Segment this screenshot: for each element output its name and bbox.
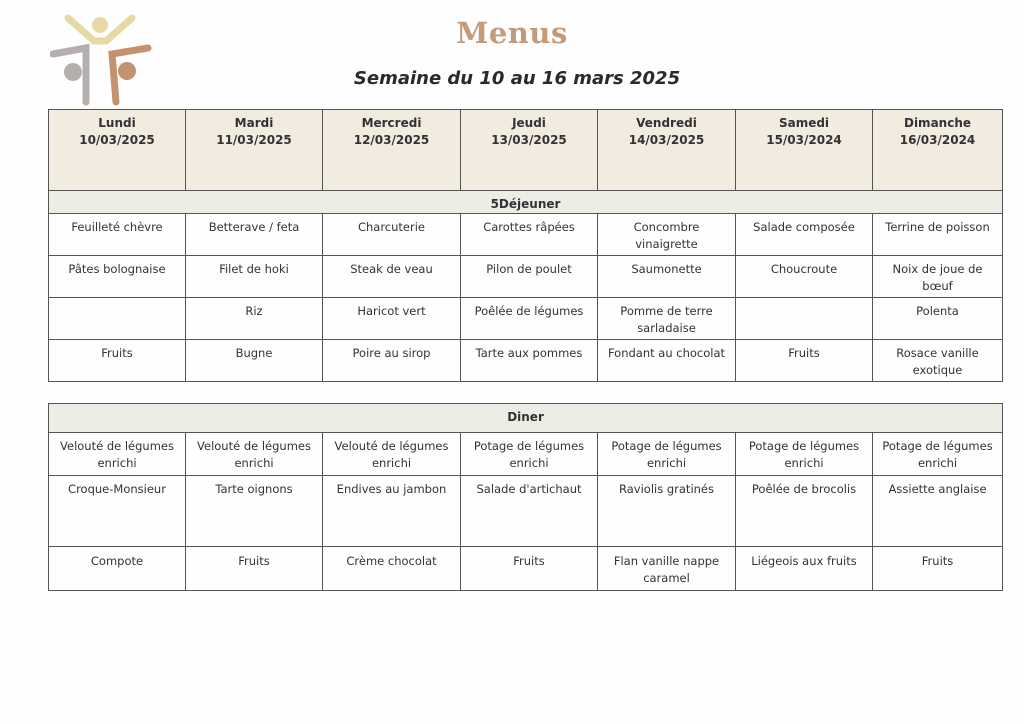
day-header-row xyxy=(49,110,1003,191)
dish-cell: Raviolis gratinés xyxy=(598,476,736,547)
menu-row xyxy=(49,476,1003,547)
dish-cell: Tarte aux pommes xyxy=(461,340,598,382)
dish-cell: Salade composée xyxy=(736,214,873,256)
dish-cell xyxy=(49,298,186,340)
day-date: 10/03/2025 xyxy=(79,133,155,147)
day-header-cell xyxy=(461,110,598,191)
page-title: Menus xyxy=(456,16,568,50)
menu-row xyxy=(49,214,1003,256)
dish-cell: Noix de joue de bœuf xyxy=(873,256,1003,298)
dish-cell: Croque-Monsieur xyxy=(49,476,186,547)
dish-cell: Potage de légumes enrichi xyxy=(736,433,873,476)
dish-cell: Poêlée de brocolis xyxy=(736,476,873,547)
dish-cell: Pomme de terre sarladaise xyxy=(598,298,736,340)
dish-cell: Fruits xyxy=(873,547,1003,591)
day-date: 15/03/2024 xyxy=(766,133,842,147)
dish-cell: Riz xyxy=(186,298,323,340)
dish-cell: Bugne xyxy=(186,340,323,382)
menu-row xyxy=(49,433,1003,476)
menu-row xyxy=(49,547,1003,591)
dish-cell: Fruits xyxy=(461,547,598,591)
dish-cell: Filet de hoki xyxy=(186,256,323,298)
dish-cell: Rosace vanille exotique xyxy=(873,340,1003,382)
dish-cell: Poêlée de légumes xyxy=(461,298,598,340)
dish-cell: Fruits xyxy=(736,340,873,382)
dish-cell: Velouté de légumes enrichi xyxy=(186,433,323,476)
dish-cell: Poire au sirop xyxy=(323,340,461,382)
day-header-cell xyxy=(873,110,1003,191)
lunch-menu-table xyxy=(48,109,1003,382)
day-name: Lundi xyxy=(98,116,136,130)
day-name: Mercredi xyxy=(361,116,422,130)
day-name: Jeudi xyxy=(512,116,546,130)
day-date: 13/03/2025 xyxy=(491,133,567,147)
day-header-cell xyxy=(49,110,186,191)
dish-cell: Terrine de poisson xyxy=(873,214,1003,256)
menu-row xyxy=(49,298,1003,340)
dish-cell: Assiette anglaise xyxy=(873,476,1003,547)
dish-cell: Pilon de poulet xyxy=(461,256,598,298)
dish-cell: Pâtes bolognaise xyxy=(49,256,186,298)
dish-cell: Concombre vinaigrette xyxy=(598,214,736,256)
menu-row xyxy=(49,256,1003,298)
dish-cell: Endives au jambon xyxy=(323,476,461,547)
dish-cell: Crème chocolat xyxy=(323,547,461,591)
dish-cell: Salade d'artichaut xyxy=(461,476,598,547)
day-date: 12/03/2025 xyxy=(353,133,430,147)
dish-cell: Velouté de légumes enrichi xyxy=(49,433,186,476)
dish-cell: Velouté de légumes enrichi xyxy=(323,433,461,476)
day-name: Dimanche xyxy=(903,116,971,130)
dinner-section-label: Diner xyxy=(49,404,1003,433)
dish-cell: Fondant au chocolat xyxy=(598,340,736,382)
day-name: Samedi xyxy=(778,116,830,130)
day-header-cell xyxy=(736,110,873,191)
dish-cell: Betterave / feta xyxy=(186,214,323,256)
dish-cell: Potage de légumes enrichi xyxy=(461,433,598,476)
week-subtitle: Semaine du 10 au 16 mars 2025 xyxy=(353,68,681,89)
dinner-menu-table xyxy=(48,403,1003,591)
dinner-section-row xyxy=(49,404,1003,433)
dish-cell: Haricot vert xyxy=(323,298,461,340)
day-name: Mardi xyxy=(234,116,274,130)
dish-cell: Carottes râpées xyxy=(461,214,598,256)
dish-cell: Potage de légumes enrichi xyxy=(598,433,736,476)
dish-cell: Compote xyxy=(49,547,186,591)
day-date: 11/03/2025 xyxy=(216,133,292,147)
day-date: 14/03/2025 xyxy=(628,133,705,147)
day-name: Vendredi xyxy=(636,116,697,130)
dish-cell: Steak de veau xyxy=(323,256,461,298)
day-header-cell xyxy=(323,110,461,191)
day-date: 16/03/2024 xyxy=(899,133,976,147)
dish-cell: Flan vanille nappe caramel xyxy=(598,547,736,591)
dish-cell: Liégeois aux fruits xyxy=(736,547,873,591)
day-header-cell xyxy=(186,110,323,191)
dish-cell xyxy=(736,298,873,340)
lunch-section-label: 5Déjeuner xyxy=(49,191,1003,214)
dish-cell: Polenta xyxy=(873,298,1003,340)
dish-cell: Saumonette xyxy=(598,256,736,298)
dish-cell: Fruits xyxy=(49,340,186,382)
dish-cell: Choucroute xyxy=(736,256,873,298)
lunch-section-row xyxy=(49,191,1003,214)
day-header-cell xyxy=(598,110,736,191)
dish-cell: Feuilleté chèvre xyxy=(49,214,186,256)
dish-cell: Charcuterie xyxy=(323,214,461,256)
menu-row xyxy=(49,340,1003,382)
dish-cell: Tarte oignons xyxy=(186,476,323,547)
dish-cell: Fruits xyxy=(186,547,323,591)
dish-cell: Potage de légumes enrichi xyxy=(873,433,1003,476)
